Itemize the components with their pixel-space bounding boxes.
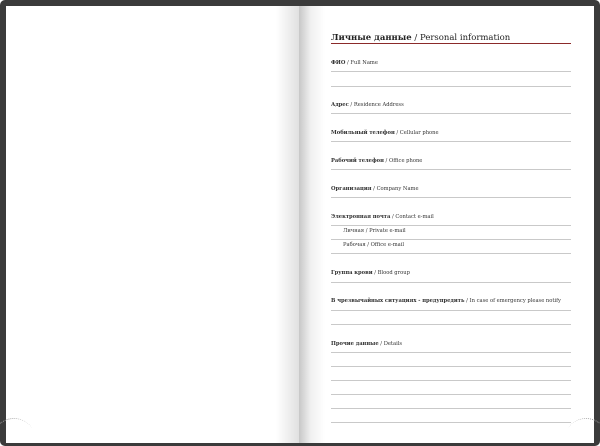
writing-line[interactable] <box>331 394 571 395</box>
writing-line[interactable] <box>331 408 571 409</box>
writing-line[interactable] <box>331 380 571 381</box>
label-en: Company Name <box>376 186 419 192</box>
writing-line[interactable] <box>331 71 571 72</box>
writing-line[interactable] <box>331 225 571 226</box>
writing-line[interactable] <box>331 310 571 311</box>
label-ru: Группа крови <box>331 270 373 276</box>
label-ru: Рабочий телефон <box>331 158 384 164</box>
label-en: Full Name <box>350 60 378 66</box>
label-en: Residence Address <box>353 102 404 108</box>
label-en: Office e-mail <box>370 242 405 248</box>
writing-line[interactable] <box>331 253 571 254</box>
label-en: Cellular phone <box>399 130 439 136</box>
label-ru: Адрес <box>331 102 349 108</box>
field-label-emergency: В чрезвычайных ситуациях - предупредить / In case of emergency please notify <box>331 298 561 304</box>
field-label-office-email: Рабочая / Office e-mail <box>343 242 405 248</box>
field-label-mobile-phone: Мобильный телефон / Cellular phone <box>331 130 439 136</box>
label-en: Contact e-mail <box>395 214 434 220</box>
label-ru: Прочие данные <box>331 341 379 347</box>
label-ru: Личная <box>343 228 365 234</box>
label-ru: Электронная почта <box>331 214 391 220</box>
writing-line[interactable] <box>331 141 571 142</box>
writing-line[interactable] <box>331 169 571 170</box>
form-title-rule <box>331 43 571 44</box>
field-label-details: Прочие данные / Details <box>331 341 403 347</box>
writing-line[interactable] <box>331 86 571 87</box>
writing-line[interactable] <box>331 239 571 240</box>
form-title-ru: Личные данные <box>331 33 412 43</box>
writing-line[interactable] <box>331 113 571 114</box>
field-label-office-phone: Рабочий телефон / Office phone <box>331 158 423 164</box>
field-label-email: Электронная почта / Contact e-mail <box>331 214 434 220</box>
label-en: In case of emergency please notify <box>469 298 561 304</box>
left-page <box>6 6 299 443</box>
label-en: Blood group <box>377 270 410 276</box>
form-title-separator: / <box>411 33 420 43</box>
label-ru: В чрезвычайных ситуациях - предупредить <box>331 298 465 304</box>
form-title-en: Personal information <box>419 33 511 43</box>
form-title <box>331 33 510 43</box>
label-ru: ФИО <box>331 60 346 66</box>
field-label-full-name: ФИО / Full Name <box>331 60 378 66</box>
writing-line[interactable] <box>331 282 571 283</box>
field-label-blood-group: Группа крови / Blood group <box>331 270 410 276</box>
label-en: Office phone <box>388 158 423 164</box>
label-en: Details <box>383 341 403 347</box>
label-en: Private e-mail <box>369 228 406 234</box>
writing-line[interactable] <box>331 366 571 367</box>
writing-line[interactable] <box>331 197 571 198</box>
writing-line[interactable] <box>331 324 571 325</box>
label-ru: Рабочая <box>343 242 366 248</box>
writing-line[interactable] <box>331 352 571 353</box>
field-label-company: Организация / Company Name <box>331 186 419 192</box>
label-ru: Организация <box>331 186 372 192</box>
field-label-address: Адрес / Residence Address <box>331 102 404 108</box>
label-ru: Мобильный телефон <box>331 130 395 136</box>
writing-line[interactable] <box>331 422 571 423</box>
field-label-private-email: Личная / Private e-mail <box>343 228 406 234</box>
